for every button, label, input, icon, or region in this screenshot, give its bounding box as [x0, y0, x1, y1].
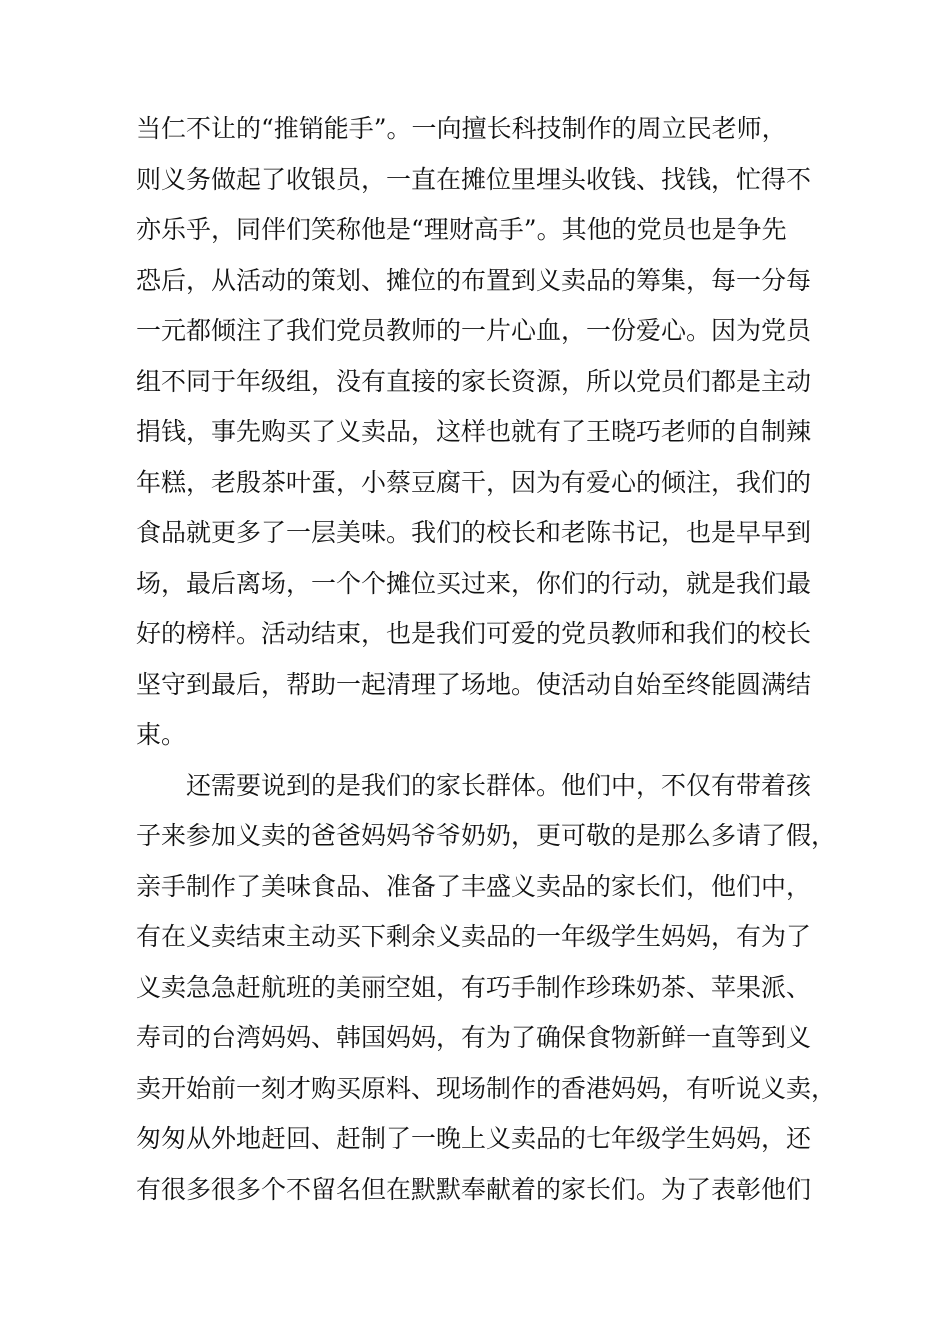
paragraph-2 — [136, 761, 836, 1216]
text-line: 有很多很多个不留名但在默默奉献着的家长们。为了表彰他们 — [136, 1174, 812, 1204]
text-line: 场，最后离场，一个个摊位买过来，你们的行动，就是我们最 — [136, 568, 812, 598]
text-line: 组不同于年级组，没有直接的家长资源，所以党员们都是主动 — [136, 366, 812, 396]
text-line: 亦乐乎，同伴们笑称他是“理财高手”。其他的党员也是争先 — [136, 215, 787, 244]
body-text — [136, 104, 836, 1215]
paragraph-1 — [136, 104, 836, 761]
text-line: 义卖急急赶航班的美丽空姐，有巧手制作珍珠奶茶、苹果派、 — [136, 972, 812, 1002]
text-line: 束。 — [136, 720, 187, 749]
text-line: 当仁不让的“推销能手”。一向擅长科技制作的周立民老师， — [136, 114, 787, 143]
text-line: 恐后，从活动的策划、摊位的布置到义卖品的筹集，每一分每 — [136, 265, 812, 295]
text-line: 年糕，老殷茶叶蛋，小蔡豆腐干，因为有爱心的倾注，我们的 — [136, 467, 812, 497]
text-line: 食品就更多了一层美味。我们的校长和老陈书记，也是早早到 — [136, 518, 812, 547]
text-line: 好的榜样。活动结束，也是我们可爱的党员教师和我们的校长 — [136, 619, 812, 648]
text-line: 还需要说到的是我们的家长群体。他们中，不仅有带着孩 — [186, 770, 812, 800]
text-line: 有在义卖结束主动买下剩余义卖品的一年级学生妈妈，有为了 — [136, 922, 812, 951]
text-line: 一元都倾注了我们党员教师的一片心血，一份爱心。因为党员 — [136, 316, 812, 345]
text-line: 卖开始前一刻才购买原料、现场制作的香港妈妈，有听说义卖， — [136, 1073, 837, 1103]
text-line: 亲手制作了美味食品、准备了丰盛义卖品的家长们，他们中， — [136, 871, 812, 901]
text-line: 捐钱，事先购买了义卖品，这样也就有了王晓巧老师的自制辣 — [136, 417, 812, 446]
text-line: 坚守到最后，帮助一起清理了场地。使活动自始至终能圆满结 — [136, 669, 812, 699]
text-line: 则义务做起了收银员，一直在摊位里埋头收钱、找钱，忙得不 — [136, 164, 812, 194]
text-line: 匆匆从外地赶回、赶制了一晚上义卖品的七年级学生妈妈，还 — [136, 1124, 812, 1153]
text-line: 子来参加义卖的爸爸妈妈爷爷奶奶，更可敬的是那么多请了假， — [136, 821, 837, 850]
text-line: 寿司的台湾妈妈、韩国妈妈，有为了确保食物新鲜一直等到义 — [136, 1023, 812, 1052]
